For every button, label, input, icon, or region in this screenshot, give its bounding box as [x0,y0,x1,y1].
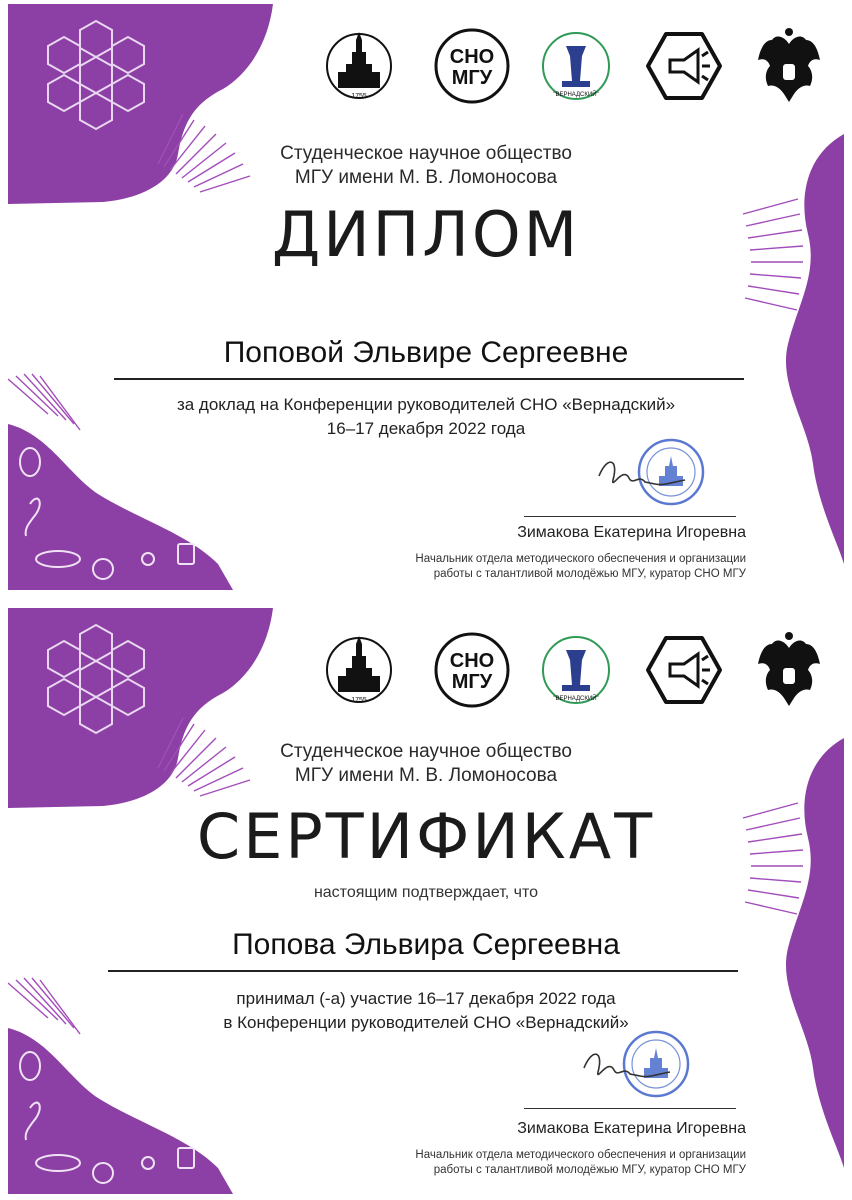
reason-line-1: принимал (-а) участие 16–17 декабря 2022 года [236,989,616,1008]
seal-stamp-icon [578,1028,708,1108]
org-line-1: Студенческое научное общество [280,741,572,762]
signature-line [524,1108,736,1109]
recipient-name: Поповой Эльвире Сергеевне [223,336,629,369]
org-line-2: МГУ имени М. В. Ломоносова [294,167,558,188]
signatory-position-line-2: работы с талантливой молодёжью МГУ, куратор СНО МГУ [433,568,746,580]
vernadsky-label: "ВЕРНАДСКИЙ" [553,92,599,98]
reason-line-1: за доклад на Конференции руководителей СНО «Вернадский» [176,395,676,414]
org-line-1: Студенческое научное общество [280,143,572,164]
logo-row [314,630,834,740]
name-underline [114,378,744,380]
certificate-title: СЕРТИФИКАТ [196,800,656,873]
logo-row [314,26,834,136]
megaphone-logo-icon [644,630,724,710]
signatory-position-line-1: Начальник отдела методического обеспечения и организации [415,553,746,565]
signatory-name: Зимакова Екатерина Игоревна [517,1120,746,1137]
vernadsky-club-logo-icon [538,26,614,106]
signatory-name: Зимакова Екатерина Игоревна [517,524,746,541]
msu-year-label: 1755 [351,697,367,704]
sno-logo-line1: СНО [449,46,495,68]
sno-logo-line1: СНО [449,650,495,672]
diploma-card [8,4,844,590]
signatory-position-line-2: работы с талантливой молодёжью МГУ, куратор СНО МГУ [433,1164,746,1176]
diploma-title: ДИПЛОМ [271,198,581,271]
sno-msu-logo-icon [432,26,512,106]
name-underline [108,970,738,972]
sno-logo-line2: МГУ [451,671,493,693]
reason-line-2: в Конференции руководителей СНО «Вернадский» [223,1013,629,1032]
double-eagle-emblem-icon [754,26,824,110]
org-line-2: МГУ имени М. В. Ломоносова [294,765,558,786]
msu-building-emblem-icon [324,630,394,710]
confirm-text: настоящим подтверждает, что [313,884,539,901]
recipient-name: Попова Эльвира Сергеевна [232,928,620,961]
signatory-position-line-1: Начальник отдела методического обеспечения и организации [415,1149,746,1161]
seal-stamp-icon [593,436,723,516]
sno-msu-logo-icon [432,630,512,710]
msu-year-label: 1755 [351,93,367,100]
msu-building-emblem-icon [324,26,394,106]
certificate-card [8,608,844,1194]
double-eagle-emblem-icon [754,630,824,714]
megaphone-logo-icon [644,26,724,106]
reason-line-2: 16–17 декабря 2022 года [326,419,526,438]
signature-line [524,516,736,517]
vernadsky-label: "ВЕРНАДСКИЙ" [553,696,599,702]
vernadsky-club-logo-icon [538,630,614,710]
sno-logo-line2: МГУ [451,67,493,89]
